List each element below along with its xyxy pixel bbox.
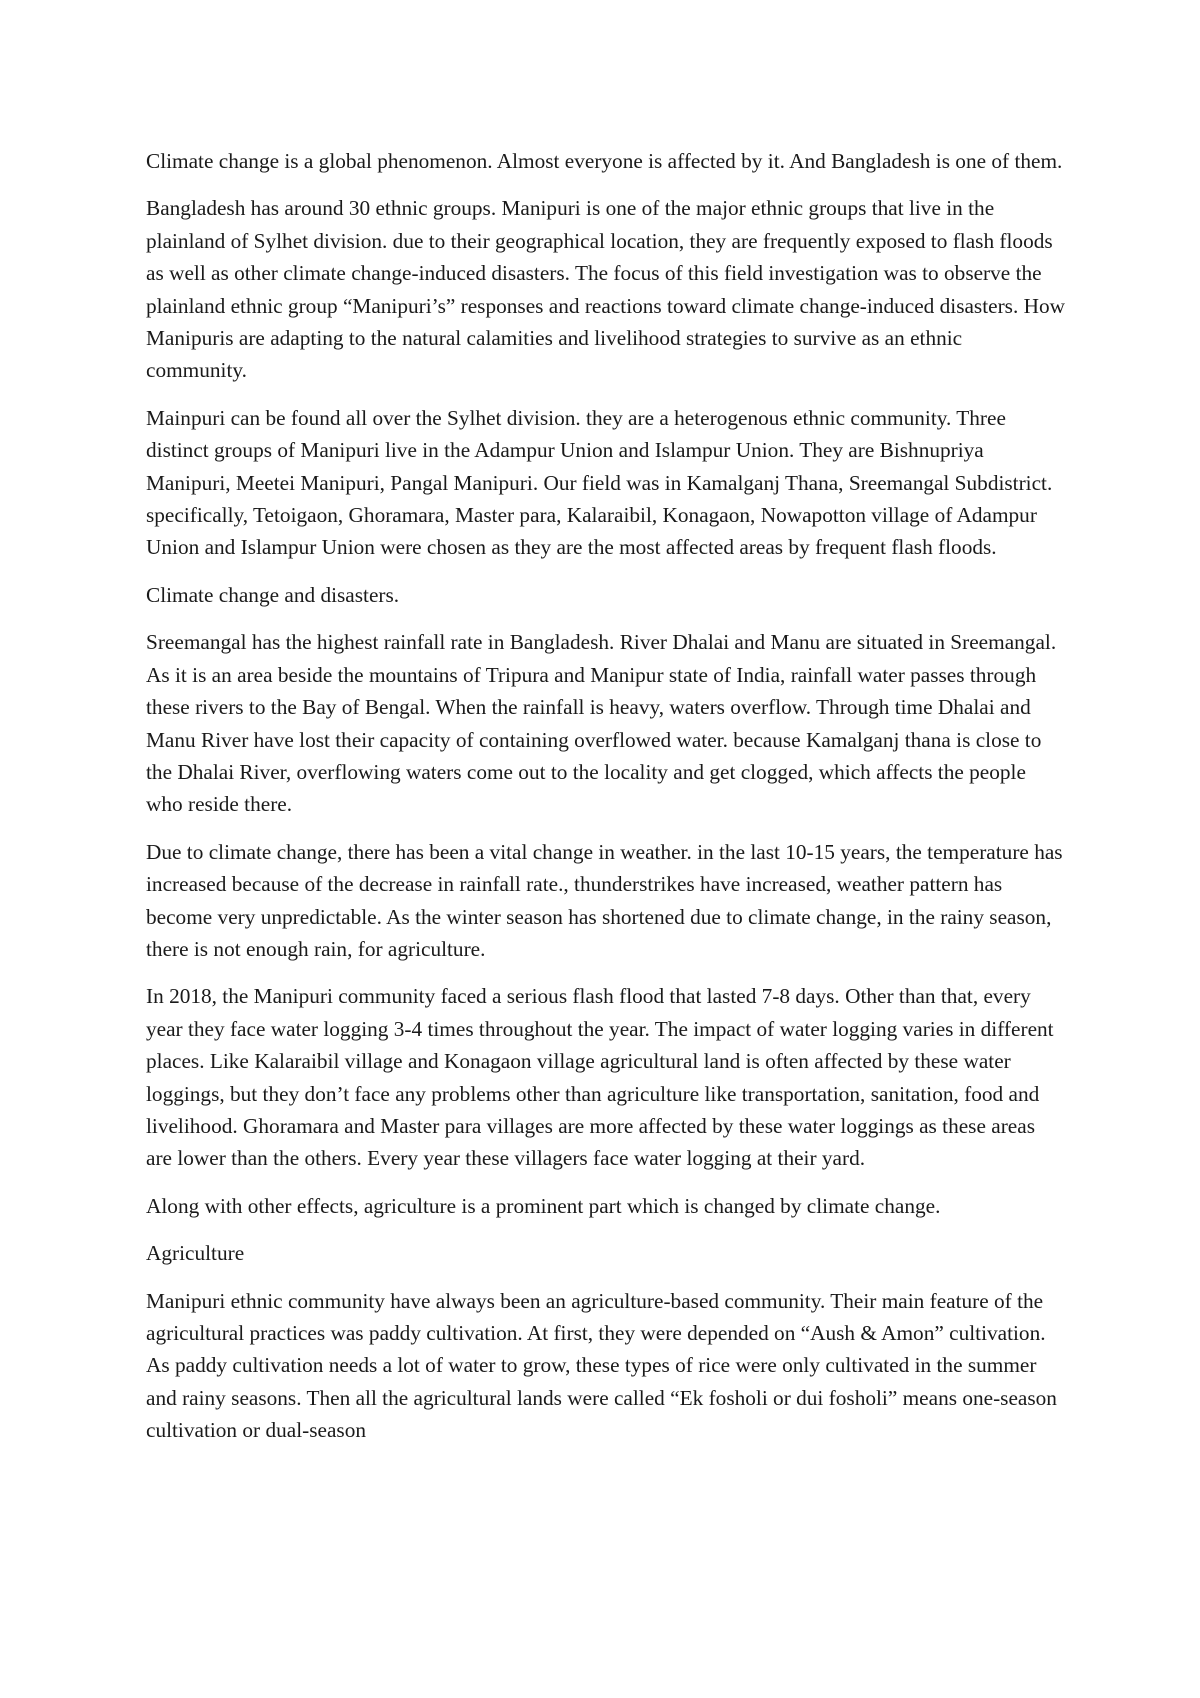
paragraph-ethnic-groups: Bangladesh has around 30 ethnic groups. Manipuri is one of the major ethnic groups that live in the plainland of Sylhet division. due to their geographical location, they are frequently exposed to flash floods as well as other climate change-induced disasters. The focus of this field investigation was to observe the plainland ethnic group “Manipuri’s” responses and reactions toward climate change-induced disasters. How Manipuris are adapting to the natural calamities and livelihood strategies to survive as an ethnic community. [146,196,1066,383]
paragraph-intro: Climate change is a global phenomenon. Almost everyone is affected by it. And Bangladesh is one of them. [146,149,1063,173]
paragraph-flash-flood: In 2018, the Manipuri community faced a serious flash flood that lasted 7-8 days. Other than that, every year they face water logging 3-4 times throughout the year. The impact of water logging varies in different places. Like Kalaraibil village and Konagaon village agricultural land is often affected by these water loggings, but they don’t face any problems other than agriculture like transportation, sanitation, food and livelihood. Ghoramara and Master para villages are more affected by these water loggings as these areas are lower than the others. Every year these villagers face water logging at their yard. [146,984,1054,1171]
paragraph-agriculture-effects: Along with other effects, agriculture is a prominent part which is changed by climate change. [146,1193,941,1218]
paragraph-agriculture: Manipuri ethnic community have always been an agriculture-based community. Their main feature of the agricultural practices was paddy cultivation. At first, they were depended on “Aush & Amon” cultivation. As paddy cultivation needs a lot of water to grow, these types of rice were only cultivated in the summer and rainy seasons. Then all the agricultural lands were called “Ek fosholi or dui fosholi” means one-season cultivation or dual-season [146,1288,1057,1443]
section-heading-climate-change: Climate change and disasters. [146,582,400,607]
paragraph-weather-change: Due to climate change, there has been a vital change in weather. in the last 10-15 years, the temperature has increased because of the decrease in rainfall rate., thunderstrikes have increased, weather pattern has become very unpredictable. As the winter season has shortened due to climate change, in the rainy season, there is not enough rain, for agriculture. [146,839,1063,961]
document-body [146,145,1066,1462]
section-heading-agriculture: Agriculture [146,1241,245,1266]
paragraph-manipuri-groups: Mainpuri can be found all over the Sylhet division. they are a heterogenous ethnic community. Three distinct groups of Manipuri live in the Adampur Union and Islampur Union. They are Bishnupriya Manipuri, Meetei Manipuri, Pangal Manipuri. Our field was in Kamalganj Thana, Sreemangal Subdistrict. specifically, Tetoigaon, Ghoramara, Master para, Kalaraibil, Konagaon, Nowapotton village of Adampur Union and Islampur Union were chosen as they are the most affected areas by frequent flash floods. [146,405,1053,560]
paragraph-sreemangal-rainfall: Sreemangal has the highest rainfall rate in Bangladesh. River Dhalai and Manu are situated in Sreemangal. As it is an area beside the mountains of Tripura and Manipur state of India, rainfall water passes through these rivers to the Bay of Bengal. When the rainfall is heavy, waters overflow. Through time Dhalai and Manu River have lost their capacity of containing overflowed water. because Kamalganj thana is close to the Dhalai River, overflowing waters come out to the locality and get clogged, which affects the people who reside there. [146,630,1057,817]
